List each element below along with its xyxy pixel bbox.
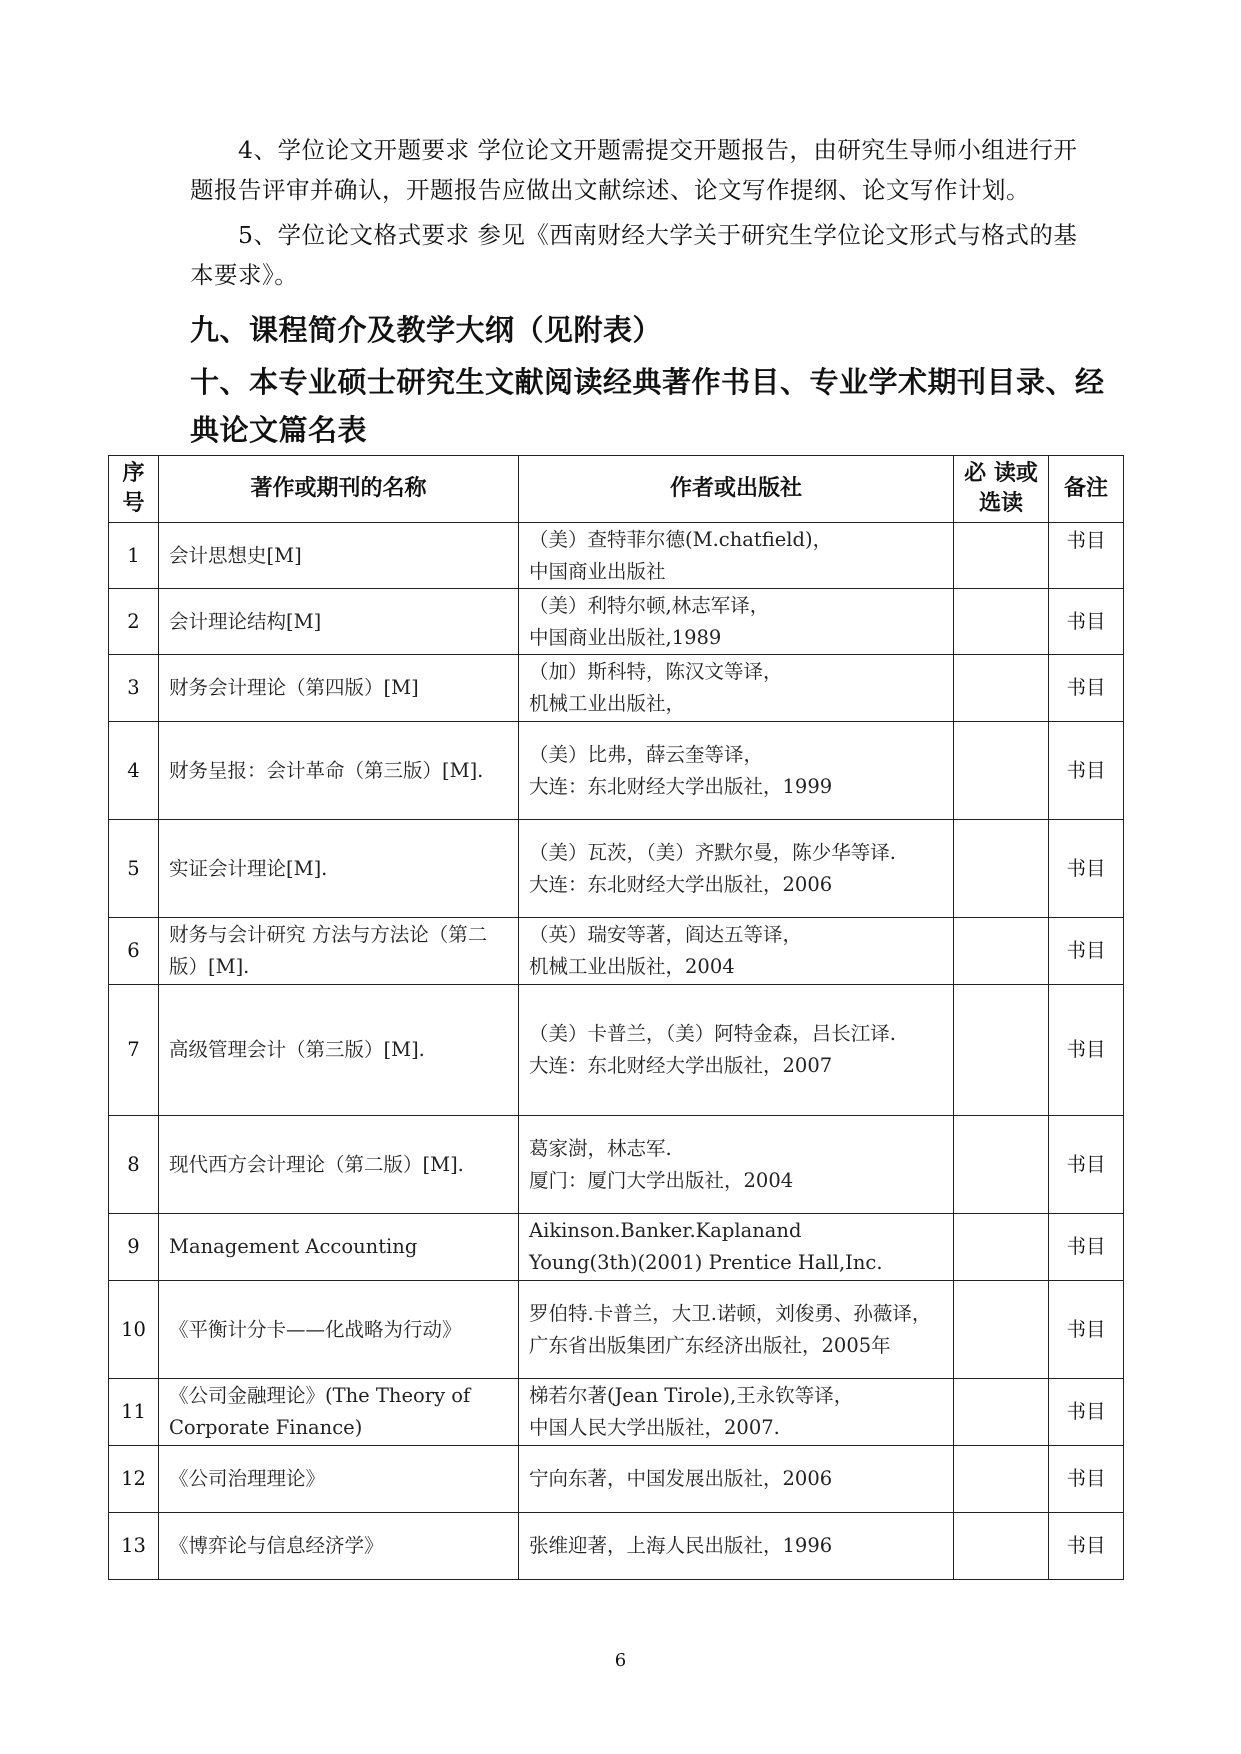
row-note: 书目 [1049,523,1124,589]
row-index: 5 [109,820,159,918]
row-required [954,918,1049,985]
author-line: 梯若尔著(Jean Tirole),王永钦等译， [529,1384,854,1407]
author-line: Young(3th)(2001) Prentice Hall,Inc. [529,1251,883,1274]
table-row [109,1116,1124,1214]
table-row [109,655,1124,722]
header-required: 必 读或选读 [954,456,1049,523]
author-line: Aikinson.Banker.Kaplanand [529,1219,802,1242]
table-row [109,1214,1124,1281]
heading-section-10: 十、本专业硕士研究生文献阅读经典著作书目、专业学术期刊目录、经典论文篇名表 [190,365,1105,447]
row-required [954,1281,1049,1379]
row-note: 书目 [1049,589,1124,655]
row-author [519,985,954,1116]
row-author [519,655,954,722]
author-line: 中国商业出版社,1989 [529,625,722,649]
author-line: 厦门：厦门大学出版社，2004 [529,1168,794,1192]
row-note: 书目 [1049,1513,1124,1580]
row-author [519,1214,954,1281]
row-required [954,1214,1049,1281]
row-note: 书目 [1049,918,1124,985]
author-line: 张维迎著，上海人民出版社，1996 [529,1534,833,1557]
row-title: 会计理论结构[M] [159,589,519,655]
row-index: 4 [109,722,159,820]
row-required [954,1513,1049,1580]
row-index: 12 [109,1446,159,1513]
author-line: 广东省出版集团广东经济出版社，2005年 [529,1333,891,1357]
author-line: 中国商业出版社 [529,559,666,583]
row-title: 财务呈报：会计革命（第三版）[M]. [159,722,519,820]
table-row [109,1446,1124,1513]
row-required [954,722,1049,820]
table-header-row [109,456,1124,523]
row-required [954,1446,1049,1513]
row-title: Management Accounting [159,1214,519,1281]
row-index: 13 [109,1513,159,1580]
table-row [109,820,1124,918]
author-line: 大连：东北财经大学出版社，2006 [529,872,833,896]
author-line: 宁向东著，中国发展出版社，2006 [529,1467,833,1490]
row-index: 10 [109,1281,159,1379]
row-note: 书目 [1049,1446,1124,1513]
row-author [519,1513,954,1580]
header-note: 备注 [1049,456,1124,523]
row-note: 书目 [1049,655,1124,722]
row-title: 《公司治理理论》 [159,1446,519,1513]
row-required [954,1379,1049,1446]
row-author [519,523,954,589]
row-title: 财务与会计研究 方法与方法论（第二版）[M]. [159,918,519,985]
row-author [519,918,954,985]
table-row [109,1281,1124,1379]
header-index: 序号 [109,456,159,523]
row-index: 9 [109,1214,159,1281]
author-line: 大连：东北财经大学出版社，2007 [529,1054,833,1077]
author-line: （加）斯科特，陈汉文等译， [529,660,783,683]
author-line: （美）卡普兰，（美）阿特金森，吕长江译. [529,1022,896,1045]
book-list-table [108,455,1124,1580]
row-note: 书目 [1049,1281,1124,1379]
paragraph-5: 5、学位论文格式要求 参见《西南财经大学关于研究生学位论文形式与格式的基本要求》。 [190,221,1078,289]
row-index: 11 [109,1379,159,1446]
author-line: 机械工业出版社， [529,692,686,715]
row-title: 财务会计理论（第四版）[M] [159,655,519,722]
row-index: 8 [109,1116,159,1214]
row-required [954,985,1049,1116]
row-required [954,523,1049,589]
row-author [519,820,954,918]
author-line: （美）比弗，薛云奎等译， [529,742,764,766]
row-note: 书目 [1049,1214,1124,1281]
row-author [519,722,954,820]
author-line: （美）瓦茨，（美）齐默尔曼，陈少华等译. [529,840,896,864]
row-note: 书目 [1049,722,1124,820]
row-note: 书目 [1049,985,1124,1116]
row-note: 书目 [1049,1116,1124,1214]
row-title: 现代西方会计理论（第二版）[M]. [159,1116,519,1214]
row-title: 《平衡计分卡——化战略为行动》 [159,1281,519,1379]
table-row [109,985,1124,1116]
row-title: 会计思想史[M] [159,523,519,589]
table-row [109,523,1124,589]
table-row [109,722,1124,820]
row-author [519,589,954,655]
row-title: 实证会计理论[M]. [159,820,519,918]
row-title: 《博弈论与信息经济学》 [159,1513,519,1580]
table-row [109,1379,1124,1446]
table-row [109,1513,1124,1580]
author-line: （美）利特尔顿,林志军译， [529,593,770,617]
row-required [954,655,1049,722]
paragraph-4: 4、学位论文开题要求 学位论文开题需提交开题报告，由研究生导师小组进行开题报告评审并确认，开题报告应做出文献综述、论文写作提纲、论文写作计划。 [190,136,1078,204]
author-line: （美）查特菲尔德(M.chatfield)， [529,527,833,551]
row-title: 《公司金融理论》(The Theory of Corporate Finance) [159,1379,519,1446]
table-row [109,589,1124,655]
author-line: （英）瑞安等著，阎达五等译， [529,923,803,946]
row-required [954,589,1049,655]
row-index: 7 [109,985,159,1116]
table-row [109,918,1124,985]
row-title: 高级管理会计（第三版）[M]. [159,985,519,1116]
author-line: 罗伯特.卡普兰，大卫.诺顿，刘俊勇、孙薇译， [529,1301,932,1325]
row-note: 书目 [1049,1379,1124,1446]
heading-section-9: 九、课程简介及教学大纲（见附表） [190,313,663,347]
author-line: 大连：东北财经大学出版社，1999 [529,774,833,798]
author-line: 机械工业出版社，2004 [529,955,735,978]
author-line: 中国人民大学出版社，2007. [529,1416,780,1439]
page-number: 6 [614,1650,627,1671]
row-required [954,820,1049,918]
row-author [519,1446,954,1513]
row-index: 2 [109,589,159,655]
row-index: 6 [109,918,159,985]
row-index: 3 [109,655,159,722]
row-required [954,1116,1049,1214]
author-line: 葛家澍，林志军. [529,1136,672,1160]
header-author: 作者或出版社 [519,456,954,523]
row-author [519,1281,954,1379]
row-author [519,1116,954,1214]
header-name: 著作或期刊的名称 [159,456,519,523]
row-author [519,1379,954,1446]
row-index: 1 [109,523,159,589]
row-note: 书目 [1049,820,1124,918]
